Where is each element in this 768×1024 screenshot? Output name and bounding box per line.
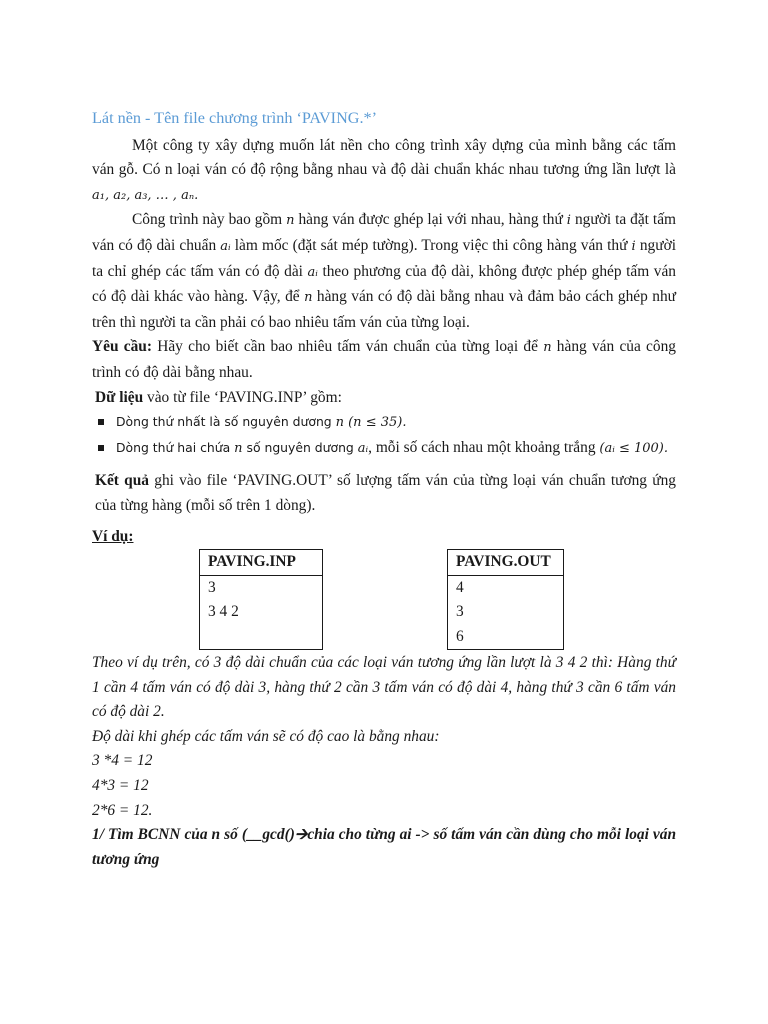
equation-3: 2*6 = 12. [92, 801, 153, 819]
bullet-item-1 [92, 410, 676, 436]
bullet2-math-ai: aᵢ [357, 440, 369, 456]
input-table-cell: 3 4 2 [200, 600, 323, 625]
bullet2-text-1: Dòng thứ hai chứa [116, 439, 235, 455]
input-table-cell: 3 [200, 575, 323, 600]
output-table-cell: 3 [448, 600, 564, 625]
bullet-item-2 [92, 436, 676, 462]
solution-hint: 1/ Tìm BCNN của n số (__gcd()🡪chia cho từng ai -> số tấm ván cần dùng cho mỗi loại ván tương ứng [92, 826, 676, 868]
requirement-label: Yêu cầu: [92, 338, 152, 356]
equation-1: 3 *4 = 12 [92, 752, 153, 770]
output-table-cell: 6 [448, 625, 564, 650]
output-table-header: PAVING.OUT [448, 550, 564, 576]
output-table-cell: 4 [448, 575, 564, 600]
bullet2-math-n: n [234, 440, 243, 456]
bullet2-text-2: số nguyên dương [242, 439, 358, 455]
input-example-table [199, 549, 323, 650]
desc-text-6: theo phương của độ dài, không được phép ghép tấm ván có độ dài khác vào hàng. Vậy, để [92, 262, 676, 306]
bullet1-text: Dòng thứ nhất là số nguyên dương [116, 414, 336, 430]
document-page [92, 106, 676, 872]
desc-math-i2: i [631, 238, 636, 254]
paragraph-output [95, 469, 676, 518]
intro-text: Một công ty xây dựng muốn lát nền cho công trình xây dựng của mình bằng các tấm ván gỗ. Có n loại ván có độ rộng bằng nhau và độ dài chuẩn khác nhau tương ứng lần lượt là [92, 136, 676, 179]
paragraph-requirement [92, 335, 676, 385]
requirement-text-1: Hãy cho biết cần bao nhiêu tấm ván chuẩn của từng loại để [151, 338, 544, 356]
desc-text-2: hàng ván được ghép lại với nhau, hàng thứ [294, 211, 567, 229]
desc-text-3: người ta đặt tấm ván có độ dài chuẩn [92, 211, 677, 254]
bullet-icon [98, 445, 104, 451]
output-example-table [447, 549, 564, 650]
desc-text-7: hàng ván có độ dài bằng nhau và đảm bảo cách ghép như trên thì người ta cần phải có bao nhiêu tấm ván của từng loại. [92, 288, 677, 331]
input-text: vào từ file ‘PAVING.INP’ gồm: [143, 388, 342, 406]
equation-2: 4*3 = 12 [92, 777, 149, 795]
output-label: Kết quả [95, 472, 149, 490]
requirement-math-n: n [543, 340, 552, 356]
desc-math-n2: n [304, 290, 313, 306]
desc-text-5: người ta chỉ ghép các tấm ván có độ dài [92, 236, 676, 280]
intro-math: a₁, a₂, a₃, … , aₙ. [92, 187, 199, 203]
output-text: ghi vào file ‘PAVING.OUT’ số lượng tấm ván của từng loại ván chuẩn tương ứng của từng hàng (mỗi số trên 1 dòng). [95, 472, 676, 514]
paragraph-input [95, 386, 676, 411]
example-tables [92, 549, 676, 651]
desc-text-4: làm mốc (đặt sát mép tường). Trong việc thi công hàng ván thứ [230, 236, 632, 254]
bullet2-math-range: (aᵢ ≤ 100). [599, 440, 668, 456]
bullet2-text-3: , mỗi số cách nhau một khoảng trắng [368, 438, 600, 456]
paragraph-intro [92, 134, 676, 209]
bullet1-math: n (n ≤ 35). [335, 415, 407, 431]
desc-math-ai2: aᵢ [307, 264, 318, 280]
problem-title: Lát nền - Tên file chương trình ‘PAVING.*’ [92, 109, 377, 127]
input-label: Dữ liệu [95, 388, 144, 406]
desc-text-1: Công trình này bao gồm [132, 211, 287, 229]
requirement-text-2: hàng ván của công trình có độ dài bằng nhau. [92, 338, 676, 381]
example-heading: Ví dụ: [92, 527, 134, 545]
example-explanation-2: Độ dài khi ghép các tấm ván sẽ có độ cao là bằng nhau: [92, 727, 440, 745]
bullet-icon [98, 419, 104, 425]
desc-math-ai: aᵢ [220, 238, 231, 254]
example-explanation: Theo ví dụ trên, có 3 độ dài chuẩn của các loại ván tương ứng lần lượt là 3 4 2 thì: Hàng thứ 1 cần 4 tấm ván có độ dài 3, hàng thứ 2 cần 3 tấm ván có độ dài 4, hàng thứ 3 cần 6 tấm ván có độ dài 2. [92, 654, 676, 721]
desc-math-n: n [286, 213, 295, 229]
desc-math-i: i [566, 213, 571, 229]
input-table-header: PAVING.INP [200, 550, 323, 576]
input-table-cell [200, 625, 323, 650]
paragraph-description [92, 208, 676, 335]
